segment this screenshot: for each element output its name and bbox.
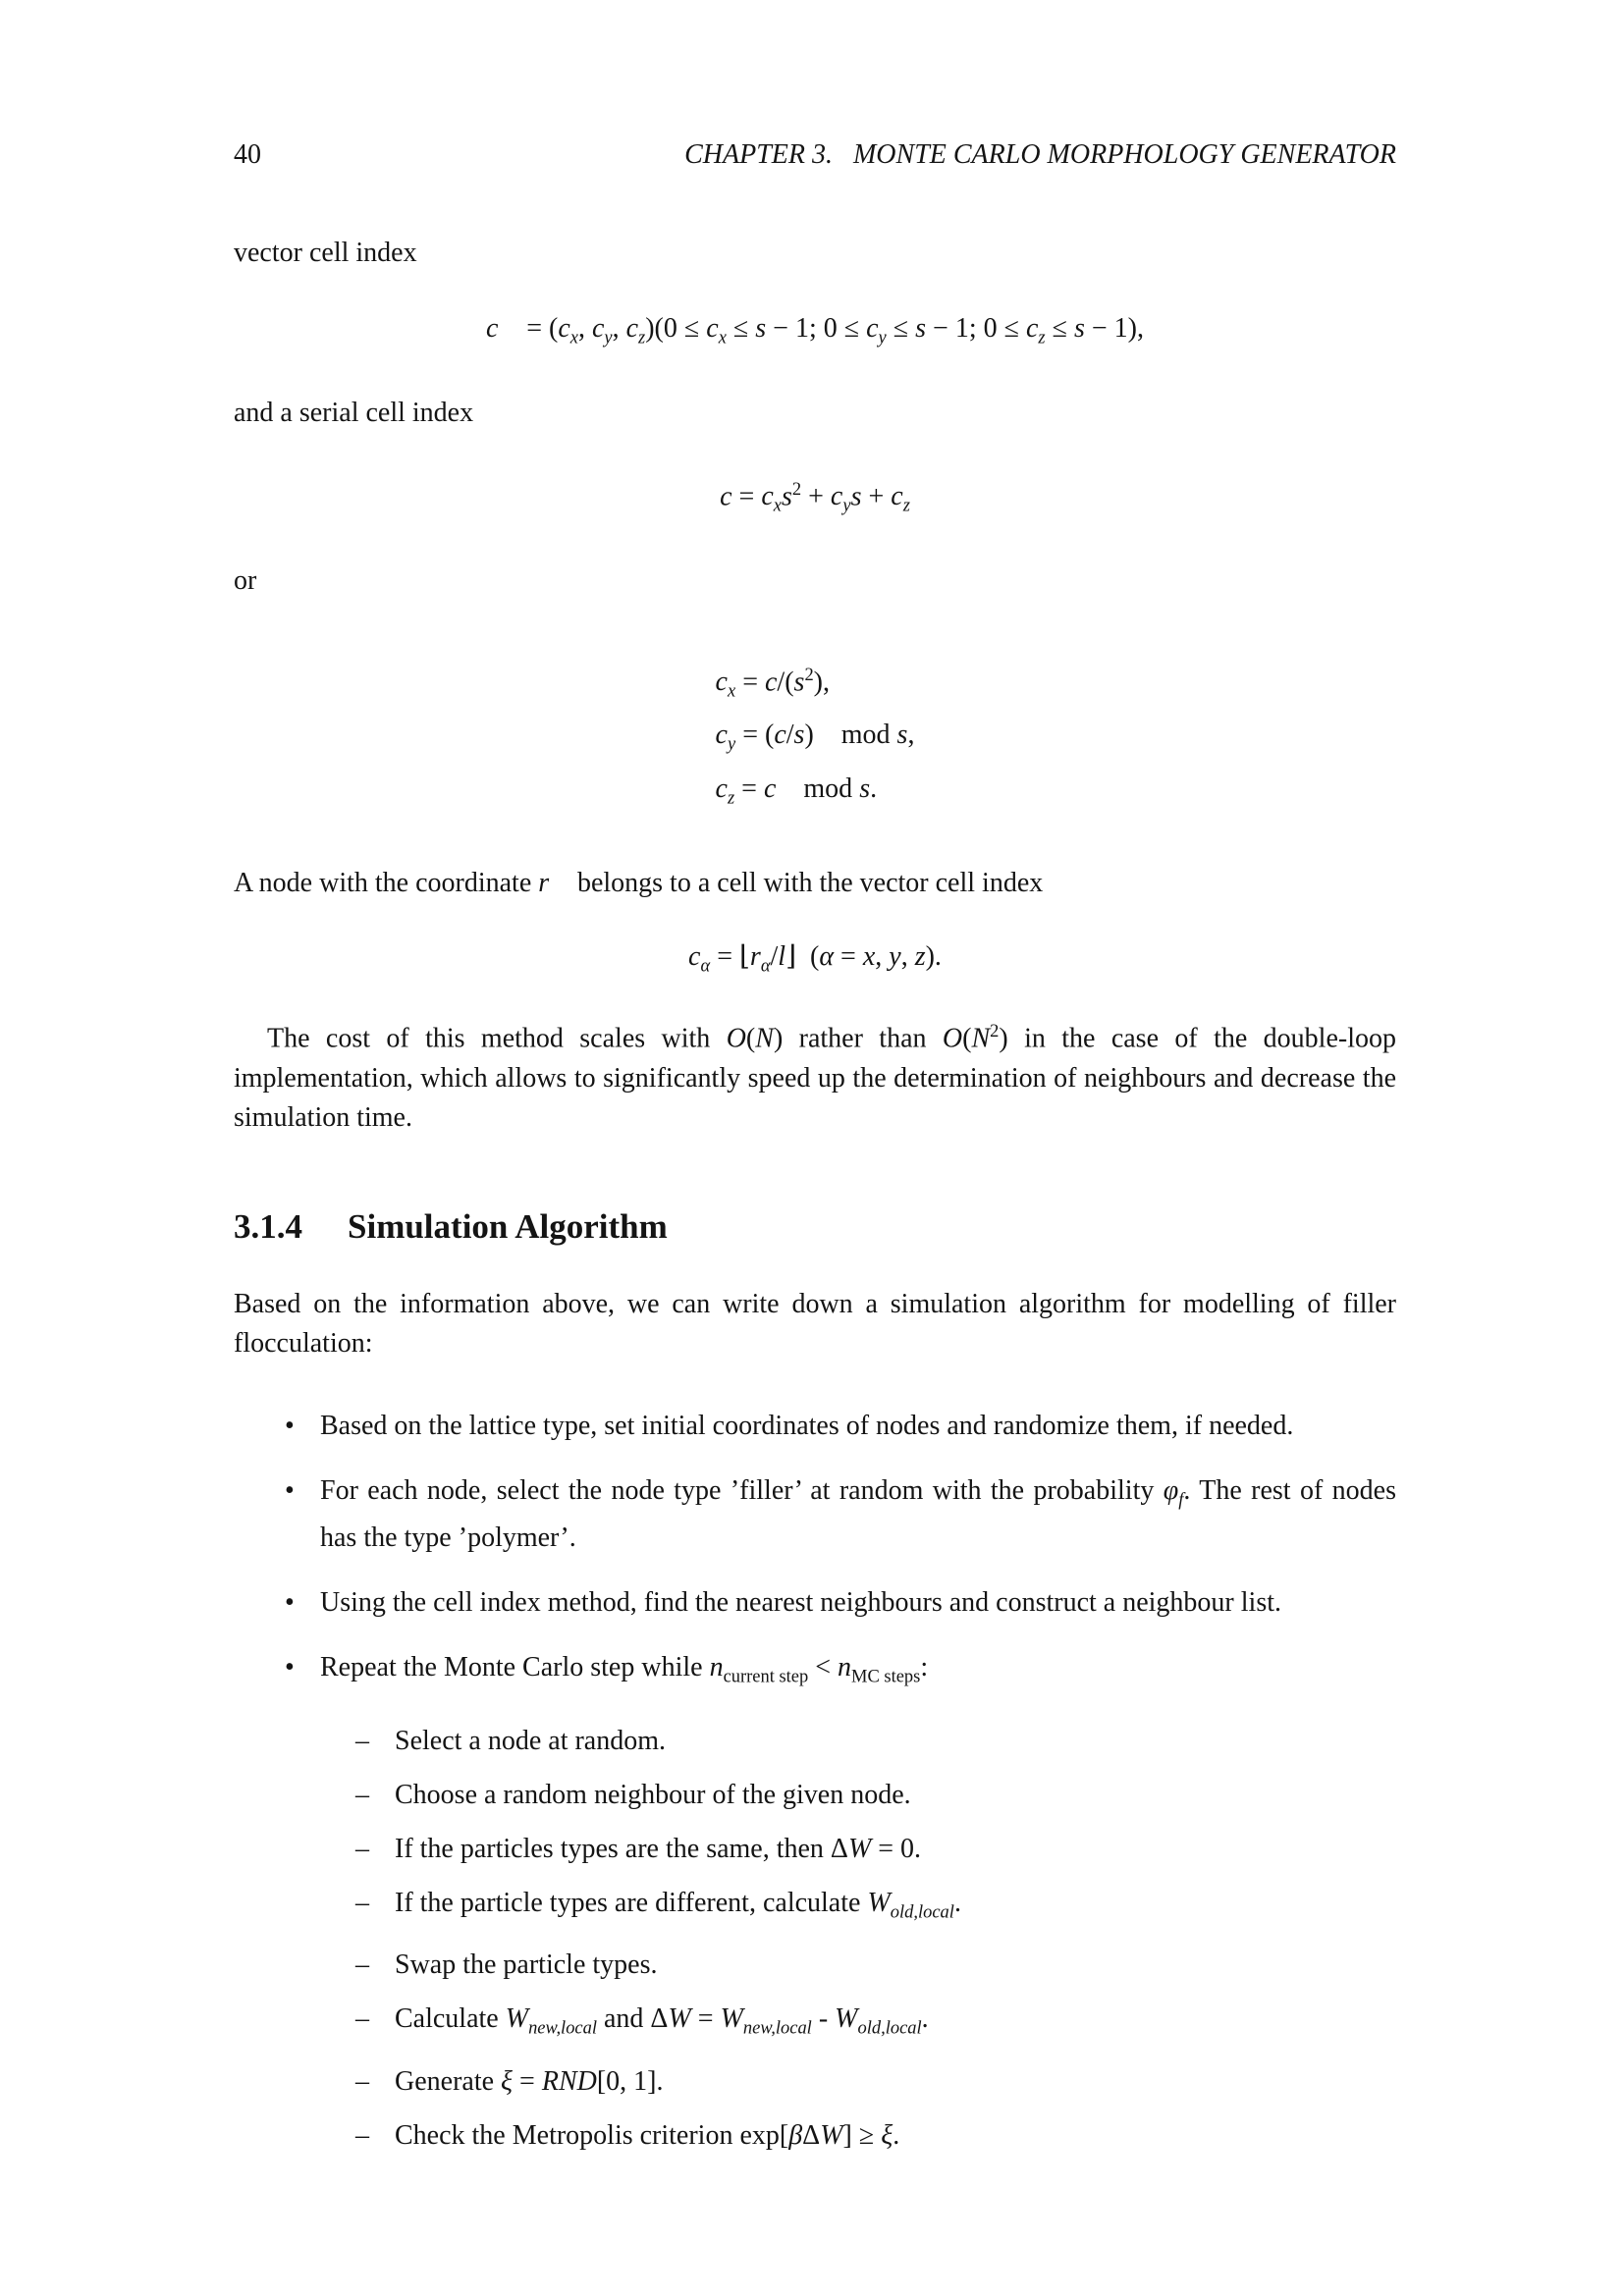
running-head bbox=[234, 139, 1396, 171]
list-item-text: Repeat the Monte Carlo step while $n_{current step} < n_{MC steps}$: bbox=[320, 1652, 929, 1686]
equation-cy: $c_y = (c/s)$ mod s, bbox=[715, 720, 915, 755]
chapter-header: CHAPTER 3. MONTE CARLO MORPHOLOGY GENERATOR bbox=[684, 139, 1396, 170]
paragraph-vector-cell-index: vector cell index bbox=[234, 238, 417, 268]
sublist-item-text: Choose a random neighbour of the given node. bbox=[395, 1779, 911, 1810]
dash-icon: – bbox=[355, 2003, 369, 2035]
paragraph-serial-cell-index: and a serial cell index bbox=[234, 397, 474, 428]
list-item bbox=[234, 1407, 1396, 1446]
sublist-item bbox=[234, 1830, 1396, 1869]
sublist-item bbox=[234, 1722, 1396, 1761]
dash-icon: – bbox=[355, 1949, 369, 1981]
bullet-list bbox=[234, 1407, 1396, 2156]
dash-icon: – bbox=[355, 2119, 369, 2151]
sublist-item bbox=[234, 2062, 1396, 2102]
sublist-item bbox=[234, 2000, 1396, 2048]
paragraph-cost: The cost of this method scales with O(N) rather than $O(N^2)$ in the case of the double-loop implementation, which allows to significantly speed up the determination of neighbours and decrease the simulation time. bbox=[234, 1021, 1396, 1133]
dash-icon: – bbox=[355, 1725, 369, 1756]
bullet-icon: • bbox=[285, 1410, 295, 1441]
paragraph-or: or bbox=[234, 564, 257, 596]
sublist-item-text: If the particles types are the same, then ΔW = 0. bbox=[395, 1833, 922, 1864]
sublist-item-text: If the particle types are different, calculate $W_{old,local}$. bbox=[395, 1887, 961, 1922]
sublist-item bbox=[234, 1946, 1396, 1985]
equation-floor: $c_\alpha$ = $⌊r_\alpha/l⌋$ (α = x, y, z). bbox=[688, 940, 942, 976]
equation-vector-cell-index: c⃗ = ($c_x$, $c_y$, $c_z)(0 \le c_x \le s - 1$; $0 \le c_y \le s - 1$; $0 \le c_z \le s - 1$), bbox=[485, 313, 1144, 347]
list-item bbox=[234, 1648, 1396, 1696]
sublist-item-text: Calculate $W_{new,local}$ and $\Delta W = W_{new,local} - W_{old,local}$. bbox=[395, 2003, 929, 2038]
bullet-icon: • bbox=[285, 1652, 295, 1683]
dash-sublist bbox=[234, 1722, 1396, 2156]
sublist-item-text: Generate ξ = RND[0, 1]. bbox=[395, 2065, 664, 2097]
equation-cx: $c_x = c/(s^2)$, bbox=[715, 664, 830, 701]
dash-icon: – bbox=[355, 2065, 369, 2097]
list-item bbox=[234, 1471, 1396, 1559]
sublist-item bbox=[234, 1776, 1396, 1815]
sublist-item bbox=[234, 2116, 1396, 2156]
paragraph-node-coordinate: A node with the coordinate r⃗ belongs to a cell with the vector cell index bbox=[234, 867, 1044, 898]
section-title: Simulation Algorithm bbox=[348, 1206, 668, 1246]
equation-cz: $c_z = c$ mod s. bbox=[715, 774, 878, 808]
bullet-icon: • bbox=[285, 1474, 295, 1506]
paragraph-algo-intro: Based on the information above, we can write down a simulation algorithm for modelling of filler flocculation: bbox=[234, 1288, 1396, 1359]
page-number: 40 bbox=[234, 139, 261, 170]
sublist-item-text: Select a node at random. bbox=[395, 1725, 667, 1756]
text-block bbox=[234, 139, 1396, 2170]
list-item-text: Using the cell index method, find the nearest neighbours and construct a neighbour list. bbox=[320, 1587, 1281, 1619]
dash-icon: – bbox=[355, 1833, 369, 1864]
sublist-item-text: Check the Metropolis criterion exp[βΔW] ≥ ξ. bbox=[395, 2119, 900, 2151]
list-item-text: Based on the lattice type, set initial coordinates of nodes and randomize them, if needed. bbox=[320, 1410, 1294, 1441]
equation-system-lines bbox=[716, 652, 915, 821]
list-item bbox=[234, 1583, 1396, 1623]
equation-serial-cell-index: $c = c_xs^2 + c_ys + c_z$ bbox=[720, 478, 910, 515]
bullet-icon: • bbox=[285, 1587, 295, 1619]
dash-icon: – bbox=[355, 1887, 369, 1918]
dash-icon: – bbox=[355, 1779, 369, 1810]
section-heading bbox=[234, 1206, 1396, 1248]
list-item-text: For each node, select the node type ’filler’ at random with the probability $\varphi_f$. The rest of nodes has the type ’polymer’. bbox=[320, 1474, 1396, 1554]
equation-system bbox=[234, 652, 1396, 821]
sublist-item bbox=[234, 1884, 1396, 1932]
sublist-item-text: Swap the particle types. bbox=[395, 1949, 658, 1981]
section-number: 3.1.4 bbox=[234, 1206, 302, 1246]
